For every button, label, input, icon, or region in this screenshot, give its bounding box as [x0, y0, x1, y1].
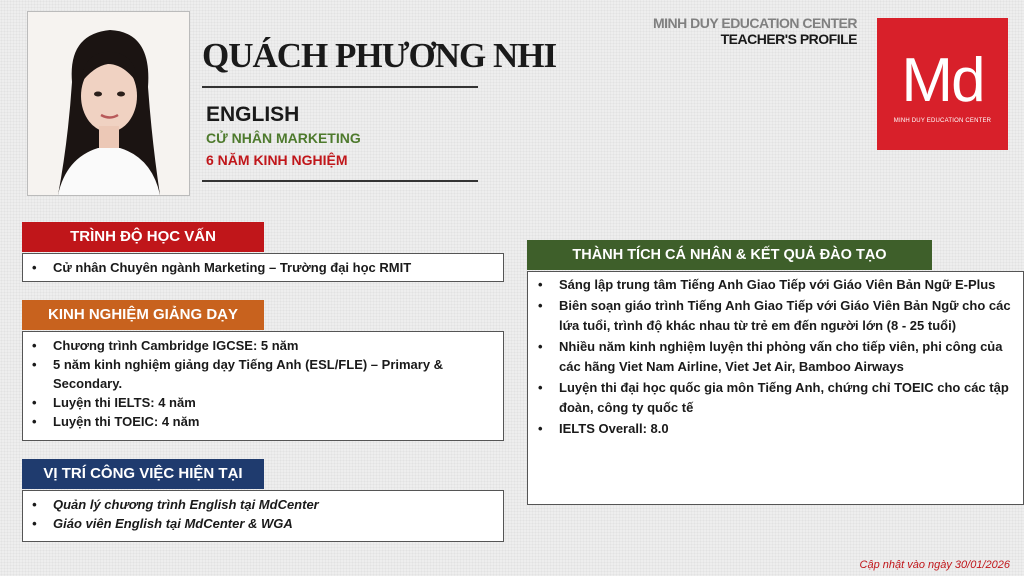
degree: CỬ NHÂN MARKETING — [206, 130, 361, 146]
list-item: • Cử nhân Chuyên ngành Marketing – Trường đại học RMIT — [53, 258, 495, 277]
list-item: • Giáo viên English tại MdCenter & WGA — [53, 514, 495, 533]
list-item: • Luyện thi IELTS: 4 năm — [53, 393, 495, 412]
education-title: TRÌNH ĐỘ HỌC VẤN — [70, 228, 216, 245]
list-item: • Biên soạn giáo trình Tiếng Anh Giao Tiếp với Giáo Viên Bản Ngữ cho các lứa tuổi, trình độ khác nhau từ trẻ em đến người lớn (8 - 25 tuổi) — [559, 296, 1015, 337]
current-title: VỊ TRÍ CÔNG VIỆC HIỆN TẠI — [43, 465, 243, 482]
list-item: • IELTS Overall: 8.0 — [559, 419, 1015, 440]
achievements-box — [527, 271, 1024, 505]
list-item: • Luyện thi TOEIC: 4 năm — [53, 412, 495, 431]
logo-caption: MINH DUY EDUCATION CENTER — [893, 118, 992, 124]
achievements-title: THÀNH TÍCH CÁ NHÂN & KẾT QUẢ ĐÀO TẠO — [572, 247, 887, 263]
list-item: • Quản lý chương trình English tại MdCenter — [53, 495, 495, 514]
current-box — [22, 490, 504, 542]
education-header — [22, 222, 264, 252]
list-item: • Nhiều năm kinh nghiệm luyện thi phỏng vấn cho tiếp viên, phi công của các hãng Viet Nam Airline, Viet Jet Air, Bamboo Airways — [559, 337, 1015, 378]
teaching-subject: ENGLISH — [206, 103, 300, 126]
teaching-title: KINH NGHIỆM GIẢNG DẠY — [47, 306, 238, 323]
name-divider — [202, 86, 478, 88]
teaching-header — [22, 300, 264, 330]
info-divider — [202, 180, 478, 182]
teacher-name: QUÁCH PHƯƠNG NHI — [202, 36, 557, 75]
list-item: • 5 năm kinh nghiệm giảng dạy Tiếng Anh (ESL/FLE) – Primary & Secondary. — [53, 355, 495, 393]
list-item: • Chương trình Cambridge IGCSE: 5 năm — [53, 336, 495, 355]
profile-label: TEACHER'S PROFILE — [720, 31, 857, 47]
years-experience: 6 NĂM KINH NGHIỆM — [206, 152, 348, 168]
center-name: MINH DUY EDUCATION CENTER — [653, 15, 857, 31]
education-box — [22, 253, 504, 282]
achievements-header — [527, 240, 932, 270]
list-item: • Sáng lập trung tâm Tiếng Anh Giao Tiếp với Giáo Viên Bản Ngữ E-Plus — [559, 275, 1015, 296]
center-logo — [877, 18, 1008, 150]
center-label — [653, 15, 857, 47]
logo-mark: Md — [901, 46, 984, 115]
teaching-box — [22, 331, 504, 441]
list-item: • Luyện thi đại học quốc gia môn Tiếng Anh, chứng chỉ TOEIC cho các tập đoàn, công ty quốc tế — [559, 378, 1015, 419]
teacher-photo — [27, 11, 190, 196]
update-date: Cập nhật vào ngày 30/01/2026 — [859, 559, 1010, 571]
current-header — [22, 459, 264, 489]
